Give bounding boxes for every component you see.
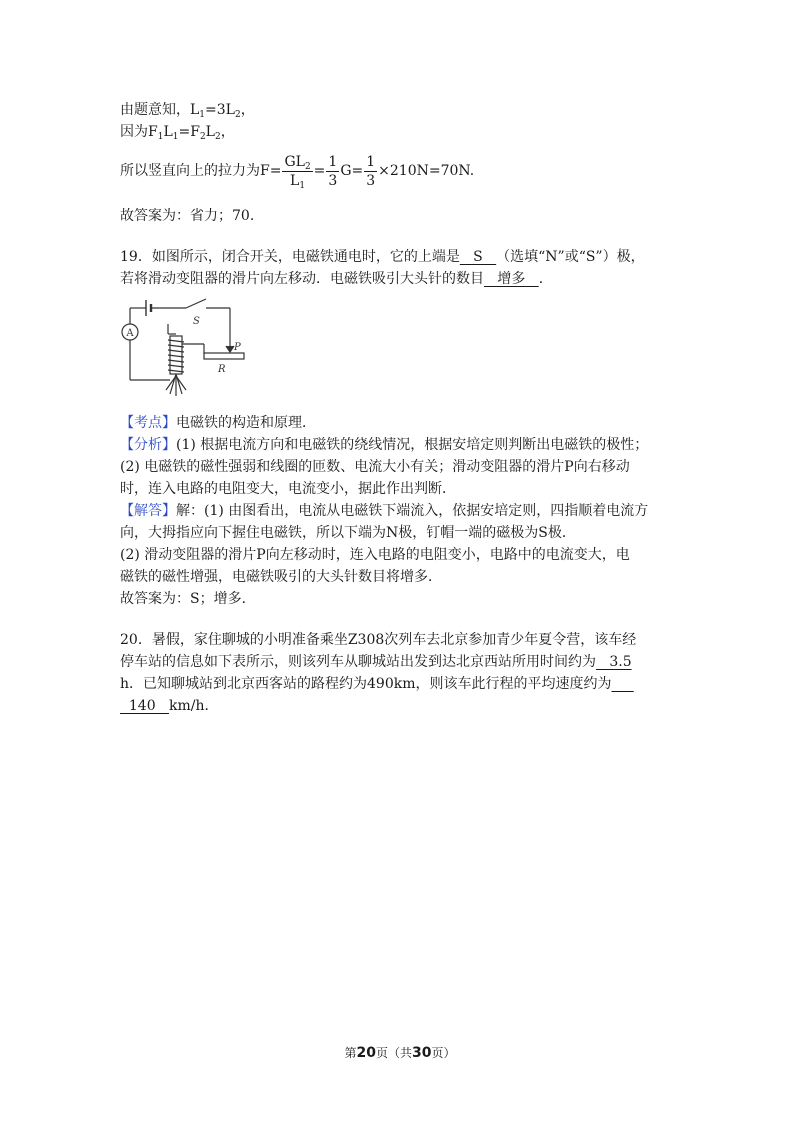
q20-blank-2-start — [612, 676, 634, 692]
sol18-line-1: 由题意知，$L_1=3L_2$， — [120, 102, 255, 120]
q20-blank-1: 3.5 — [596, 654, 632, 670]
q19-line-2: 若将滑动变阻器的滑片向左移动．电磁铁吸引大头针的数目 增多 ． — [120, 271, 553, 287]
page-number: 20 — [356, 1045, 376, 1061]
q19-fenxi-2: (2) 电磁铁的磁性强弱和线圈的匝数、电流大小有关；滑动变阻器的滑片P向右移动 — [120, 459, 630, 475]
slider-label: P — [234, 342, 241, 353]
q19-blank-1: S — [459, 249, 497, 265]
total-pages: 30 — [412, 1045, 432, 1061]
q20-line-2: 停车站的信息如下表所示，则该列车从聊城站出发到达北京西站所用时间约为 3.5 — [120, 654, 632, 670]
q19-jieda-4: 磁铁的磁性增强，电磁铁吸引的大头针数目将增多． — [120, 569, 442, 585]
q19-jieda-1: 【解答】解：(1) 由图看出，电流从电磁铁下端流入，依据安培定则，四指顺着电流方 — [120, 503, 649, 519]
sol18-answer: 故答案为：省力；70. — [120, 208, 255, 224]
q19-fenxi-3: 时，连入电路的电阻变大，电流变小，据此作出判断． — [120, 481, 456, 497]
sol18-formula-line: 所以竖直向上的拉力为F= $\frac{GL_2}{L_1}$ = $\frac{1}{3}$ G= $\frac{1}{3}$ ×210N=70N. — [120, 153, 475, 191]
q20-line-1: 20．暑假，家住聊城的小明准备乘坐Z308次列车去北京参加青少年夏令营，该车经 — [120, 632, 637, 648]
q19-line-1: 19．如图所示，闭合开关，电磁铁通电时，它的上端是 S （选填“N”或“S”）极， — [120, 249, 645, 265]
electromagnet-circuit-figure — [118, 294, 248, 406]
fraction-one-third-2: $\frac{1}{3}$ — [366, 153, 376, 189]
fraction-one-third: $\frac{1}{3}$ — [328, 153, 338, 189]
q19-kaodian: 【考点】电磁铁的构造和原理． — [120, 415, 316, 431]
page-footer: 第20页（共30页） — [344, 1045, 456, 1061]
q19-blank-2: 增多 — [484, 271, 539, 287]
q19-fenxi-1: 【分析】(1) 根据电流方向和电磁铁的绕线情况，根据安培定则判断出电磁铁的极性； — [120, 437, 649, 453]
q19-jieda-2: 向，大拇指应向下握住电磁铁，所以下端为N极，钉帽一端的磁极为S极． — [120, 525, 576, 541]
switch-label: S — [193, 316, 200, 327]
q20-line-4: 140 km/h． — [120, 698, 219, 714]
q20-line-3: h．已知聊城站到北京西客站的路程约为490km，则该车此行程的平均速度约为 — [120, 674, 634, 694]
fraction-gl2-over-l1: $\frac{GL_2}{L_1}$ — [284, 153, 311, 191]
q19-answer: 故答案为：S；增多． — [120, 591, 256, 607]
sol18-line-2: 因为$F_1L_1=F_2L_2$， — [120, 124, 235, 142]
q20-blank-2: 140 — [120, 698, 169, 714]
rheostat-label: R — [218, 364, 226, 375]
q19-jieda-3: (2) 滑动变阻器的滑片P向左移动时，连入电路的电阻变小，电路中的电流变大，电 — [120, 547, 630, 563]
ammeter-label: A — [126, 328, 134, 339]
